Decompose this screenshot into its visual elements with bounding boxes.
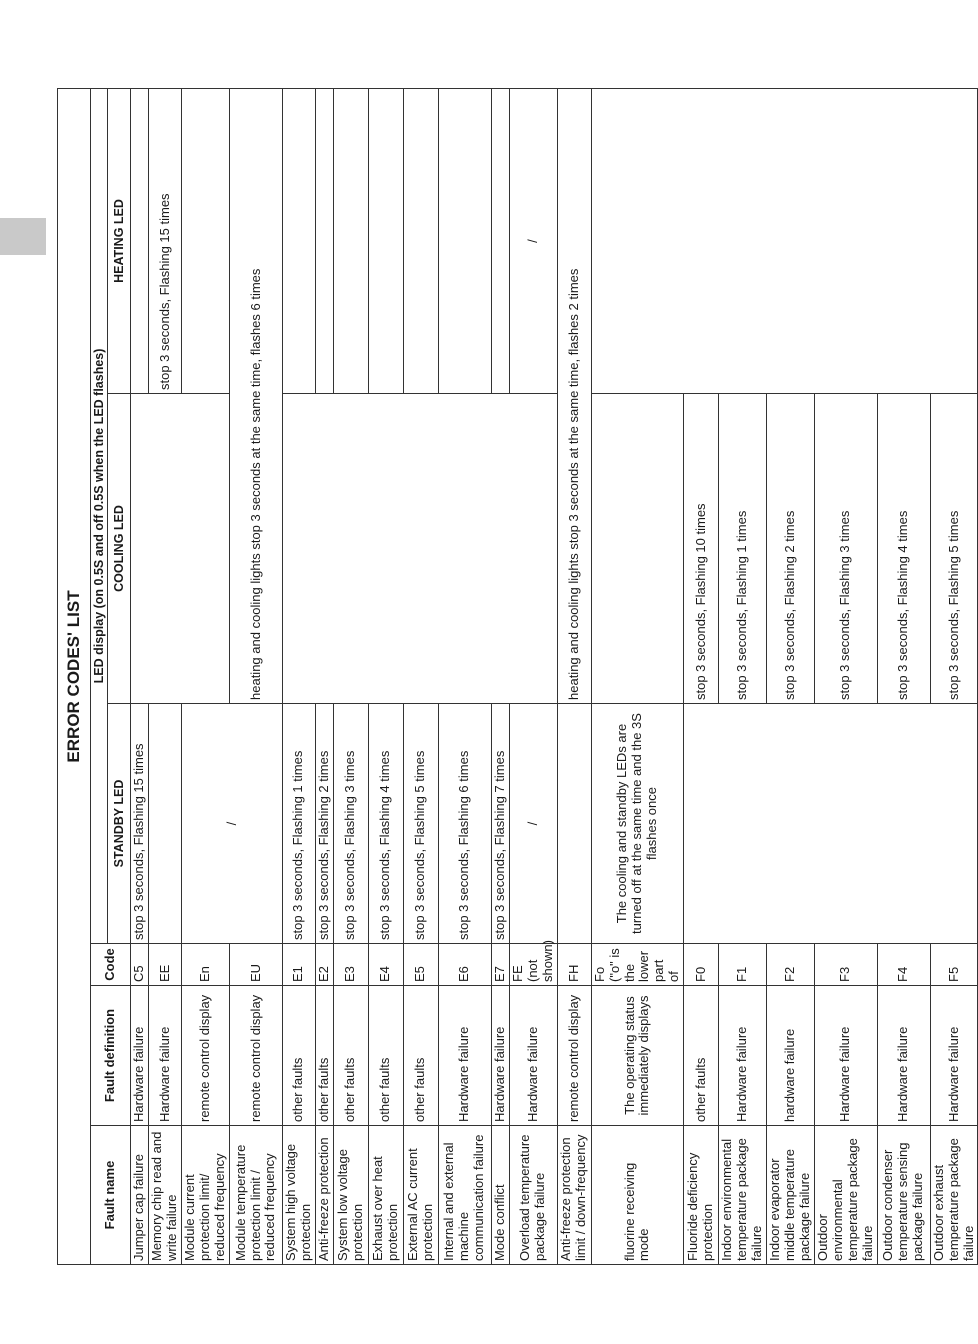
- cooling-led-cell: stop 3 seconds, Flashing 4 times: [877, 394, 930, 704]
- standby-led-cell: stop 3 seconds, Flashing 7 times: [491, 704, 509, 944]
- standby-led-cell: [149, 704, 182, 944]
- standby-led-cell: The cooling and standby LEDs are turned off at the same time and the 3S flashes once: [591, 704, 684, 944]
- fault-name: Fluoride deficiency protection: [684, 1126, 719, 1265]
- standby-led-cell: /: [509, 704, 557, 944]
- cooling-led-cell: stop 3 seconds, Flashing 3 times: [814, 394, 877, 704]
- table-row: [230, 88, 283, 1264]
- fault-definition: Hardware failure: [438, 986, 491, 1126]
- page-title: ERROR CODES' LIST: [58, 88, 91, 1264]
- heating-led-cell: [131, 88, 149, 393]
- fault-definition: other faults: [403, 986, 438, 1126]
- fault-definition: Hardware failure: [509, 986, 557, 1126]
- table-row: [283, 88, 316, 1264]
- header-fault-name: Fault name: [91, 1126, 131, 1265]
- heating-led-cell: [403, 88, 438, 393]
- fault-name: Outdoor exhaust temperature package failure: [930, 1126, 978, 1265]
- fault-name: Overload temperature package failure: [509, 1126, 557, 1265]
- header-led-display: LED display (on 0.5S and off 0.5S when the LED flashes): [91, 88, 108, 943]
- fault-code: FE (not shown): [509, 944, 557, 986]
- standby-led-cell: stop 3 seconds, Flashing 15 times: [131, 704, 149, 944]
- fault-code: F1: [719, 944, 767, 986]
- cooling-led-cell: stop 3 seconds, Flashing 2 times: [767, 394, 815, 704]
- standby-led-cell: stop 3 seconds, Flashing 1 times: [283, 704, 316, 944]
- fault-code: EU: [230, 944, 283, 986]
- fault-name: Jumper cap failure: [131, 1126, 149, 1265]
- fault-code: E3: [333, 944, 368, 986]
- cooling-led-cell: stop 3 seconds, Flashing 5 times: [930, 394, 978, 704]
- fault-name: System high voltage protection: [283, 1126, 316, 1265]
- fault-definition: other faults: [333, 986, 368, 1126]
- standby-led-cell: stop 3 seconds, Flashing 6 times: [438, 704, 491, 944]
- fault-code: E1: [283, 944, 316, 986]
- fault-code: C5: [131, 944, 149, 986]
- fault-name: Anti-freeze protection limit / down-frequency: [557, 1126, 591, 1265]
- fault-code: F0: [684, 944, 719, 986]
- cooling-led-cell: stop 3 seconds, Flashing 1 times: [719, 394, 767, 704]
- cooling-heating-led-cell: heating and cooling lights stop 3 seconds at the same time, flashes 2 times: [557, 88, 591, 703]
- cooling-led-cell: stop 3 seconds, Flashing 10 times: [684, 394, 719, 704]
- fault-code: E7: [491, 944, 509, 986]
- heating-led-cell: /: [509, 88, 557, 393]
- standby-led-cell: stop 3 seconds, Flashing 5 times: [403, 704, 438, 944]
- standby-led-cell: stop 3 seconds, Flashing 3 times: [333, 704, 368, 944]
- fault-definition: other faults: [368, 986, 403, 1126]
- header-standby-led: STANDBY LED: [108, 704, 131, 944]
- heating-led-cell: stop 3 seconds, Flashing 15 times: [149, 88, 182, 393]
- heating-led-cell: [491, 88, 509, 393]
- fault-name: Mode conflict: [491, 1126, 509, 1265]
- cooling-led-cell: [131, 394, 230, 704]
- cooling-led-cell: [283, 394, 558, 704]
- fault-code: FH: [557, 944, 591, 986]
- fault-name: Anti-freeze protection: [315, 1126, 333, 1265]
- table-row: [591, 88, 684, 1264]
- header-code: Code: [91, 944, 131, 986]
- error-codes-table: [57, 88, 978, 1265]
- header-heating-led: HEATING LED: [108, 88, 131, 393]
- fault-name: Indoor environmental temperature package failure: [719, 1126, 767, 1265]
- fault-definition: The operating status immediately displays: [591, 986, 684, 1126]
- fault-definition: Hardware failure: [719, 986, 767, 1126]
- fault-name: Outdoor condenser temperature sensing package failure: [877, 1126, 930, 1265]
- fault-definition: other faults: [684, 986, 719, 1126]
- fault-definition: hardware failure: [767, 986, 815, 1126]
- fault-code: F5: [930, 944, 978, 986]
- cooling-led-cell: [591, 394, 684, 704]
- table-row: [557, 88, 591, 1264]
- fault-definition: other faults: [315, 986, 333, 1126]
- heating-led-cell: [333, 88, 368, 393]
- fault-name: System low voltage protection: [333, 1126, 368, 1265]
- fault-code: F3: [814, 944, 877, 986]
- standby-led-cell: stop 3 seconds, Flashing 2 times: [315, 704, 333, 944]
- page-tab-marker: [0, 218, 46, 255]
- fault-code: E5: [403, 944, 438, 986]
- fault-code: F2: [767, 944, 815, 986]
- standby-led-cell: [684, 704, 978, 944]
- heating-led-cell: [591, 88, 978, 393]
- fault-name: Module temperature protection limit / reduced frequency: [230, 1126, 283, 1265]
- fault-definition: Hardware failure: [149, 986, 182, 1126]
- table-row: [131, 88, 149, 1264]
- fault-definition: other faults: [283, 986, 316, 1126]
- cooling-heating-led-cell: heating and cooling lights stop 3 seconds at the same time, flashes 6 times: [230, 88, 283, 703]
- standby-led-cell: [557, 704, 591, 944]
- fault-code: En: [182, 944, 230, 986]
- fault-name: fluorine receiving mode: [591, 1126, 684, 1265]
- standby-led-cell: stop 3 seconds, Flashing 4 times: [368, 704, 403, 944]
- fault-definition: remote control display: [557, 986, 591, 1126]
- heating-led-cell: [438, 88, 491, 393]
- fault-name: Module current protection limit/ reduced frequency: [182, 1126, 230, 1265]
- fault-code: F4: [877, 944, 930, 986]
- header-cooling-led: COOLING LED: [108, 394, 131, 704]
- standby-led-cell: /: [182, 704, 283, 944]
- fault-name: Memory chip read and write failure: [149, 1126, 182, 1265]
- heating-led-cell: [283, 88, 316, 393]
- fault-definition: Hardware failure: [814, 986, 877, 1126]
- fault-name: Internal and external machine communication failure: [438, 1126, 491, 1265]
- fault-name: Exhaust over heat protection: [368, 1126, 403, 1265]
- fault-definition: Hardware failure: [877, 986, 930, 1126]
- heating-led-cell: [368, 88, 403, 393]
- heating-led-cell: [182, 88, 230, 393]
- fault-code: E4: [368, 944, 403, 986]
- fault-name: Outdoor environmental temperature package failure: [814, 1126, 877, 1265]
- heating-led-cell: [315, 88, 333, 393]
- fault-definition: Hardware failure: [131, 986, 149, 1126]
- fault-code: Fo ("o" is the lower part of: [591, 944, 684, 986]
- fault-definition: Hardware failure: [491, 986, 509, 1126]
- fault-code: EE: [149, 944, 182, 986]
- fault-name: Indoor evaporator middle temperature package failure: [767, 1126, 815, 1265]
- fault-definition: remote control display: [182, 986, 230, 1126]
- rotated-page: [57, 89, 976, 1265]
- fault-definition: Hardware failure: [930, 986, 978, 1126]
- fault-code: E2: [315, 944, 333, 986]
- fault-definition: remote control display: [230, 986, 283, 1126]
- fault-name: External AC current protection: [403, 1126, 438, 1265]
- fault-code: E6: [438, 944, 491, 986]
- header-fault-definition: Fault definition: [91, 986, 131, 1126]
